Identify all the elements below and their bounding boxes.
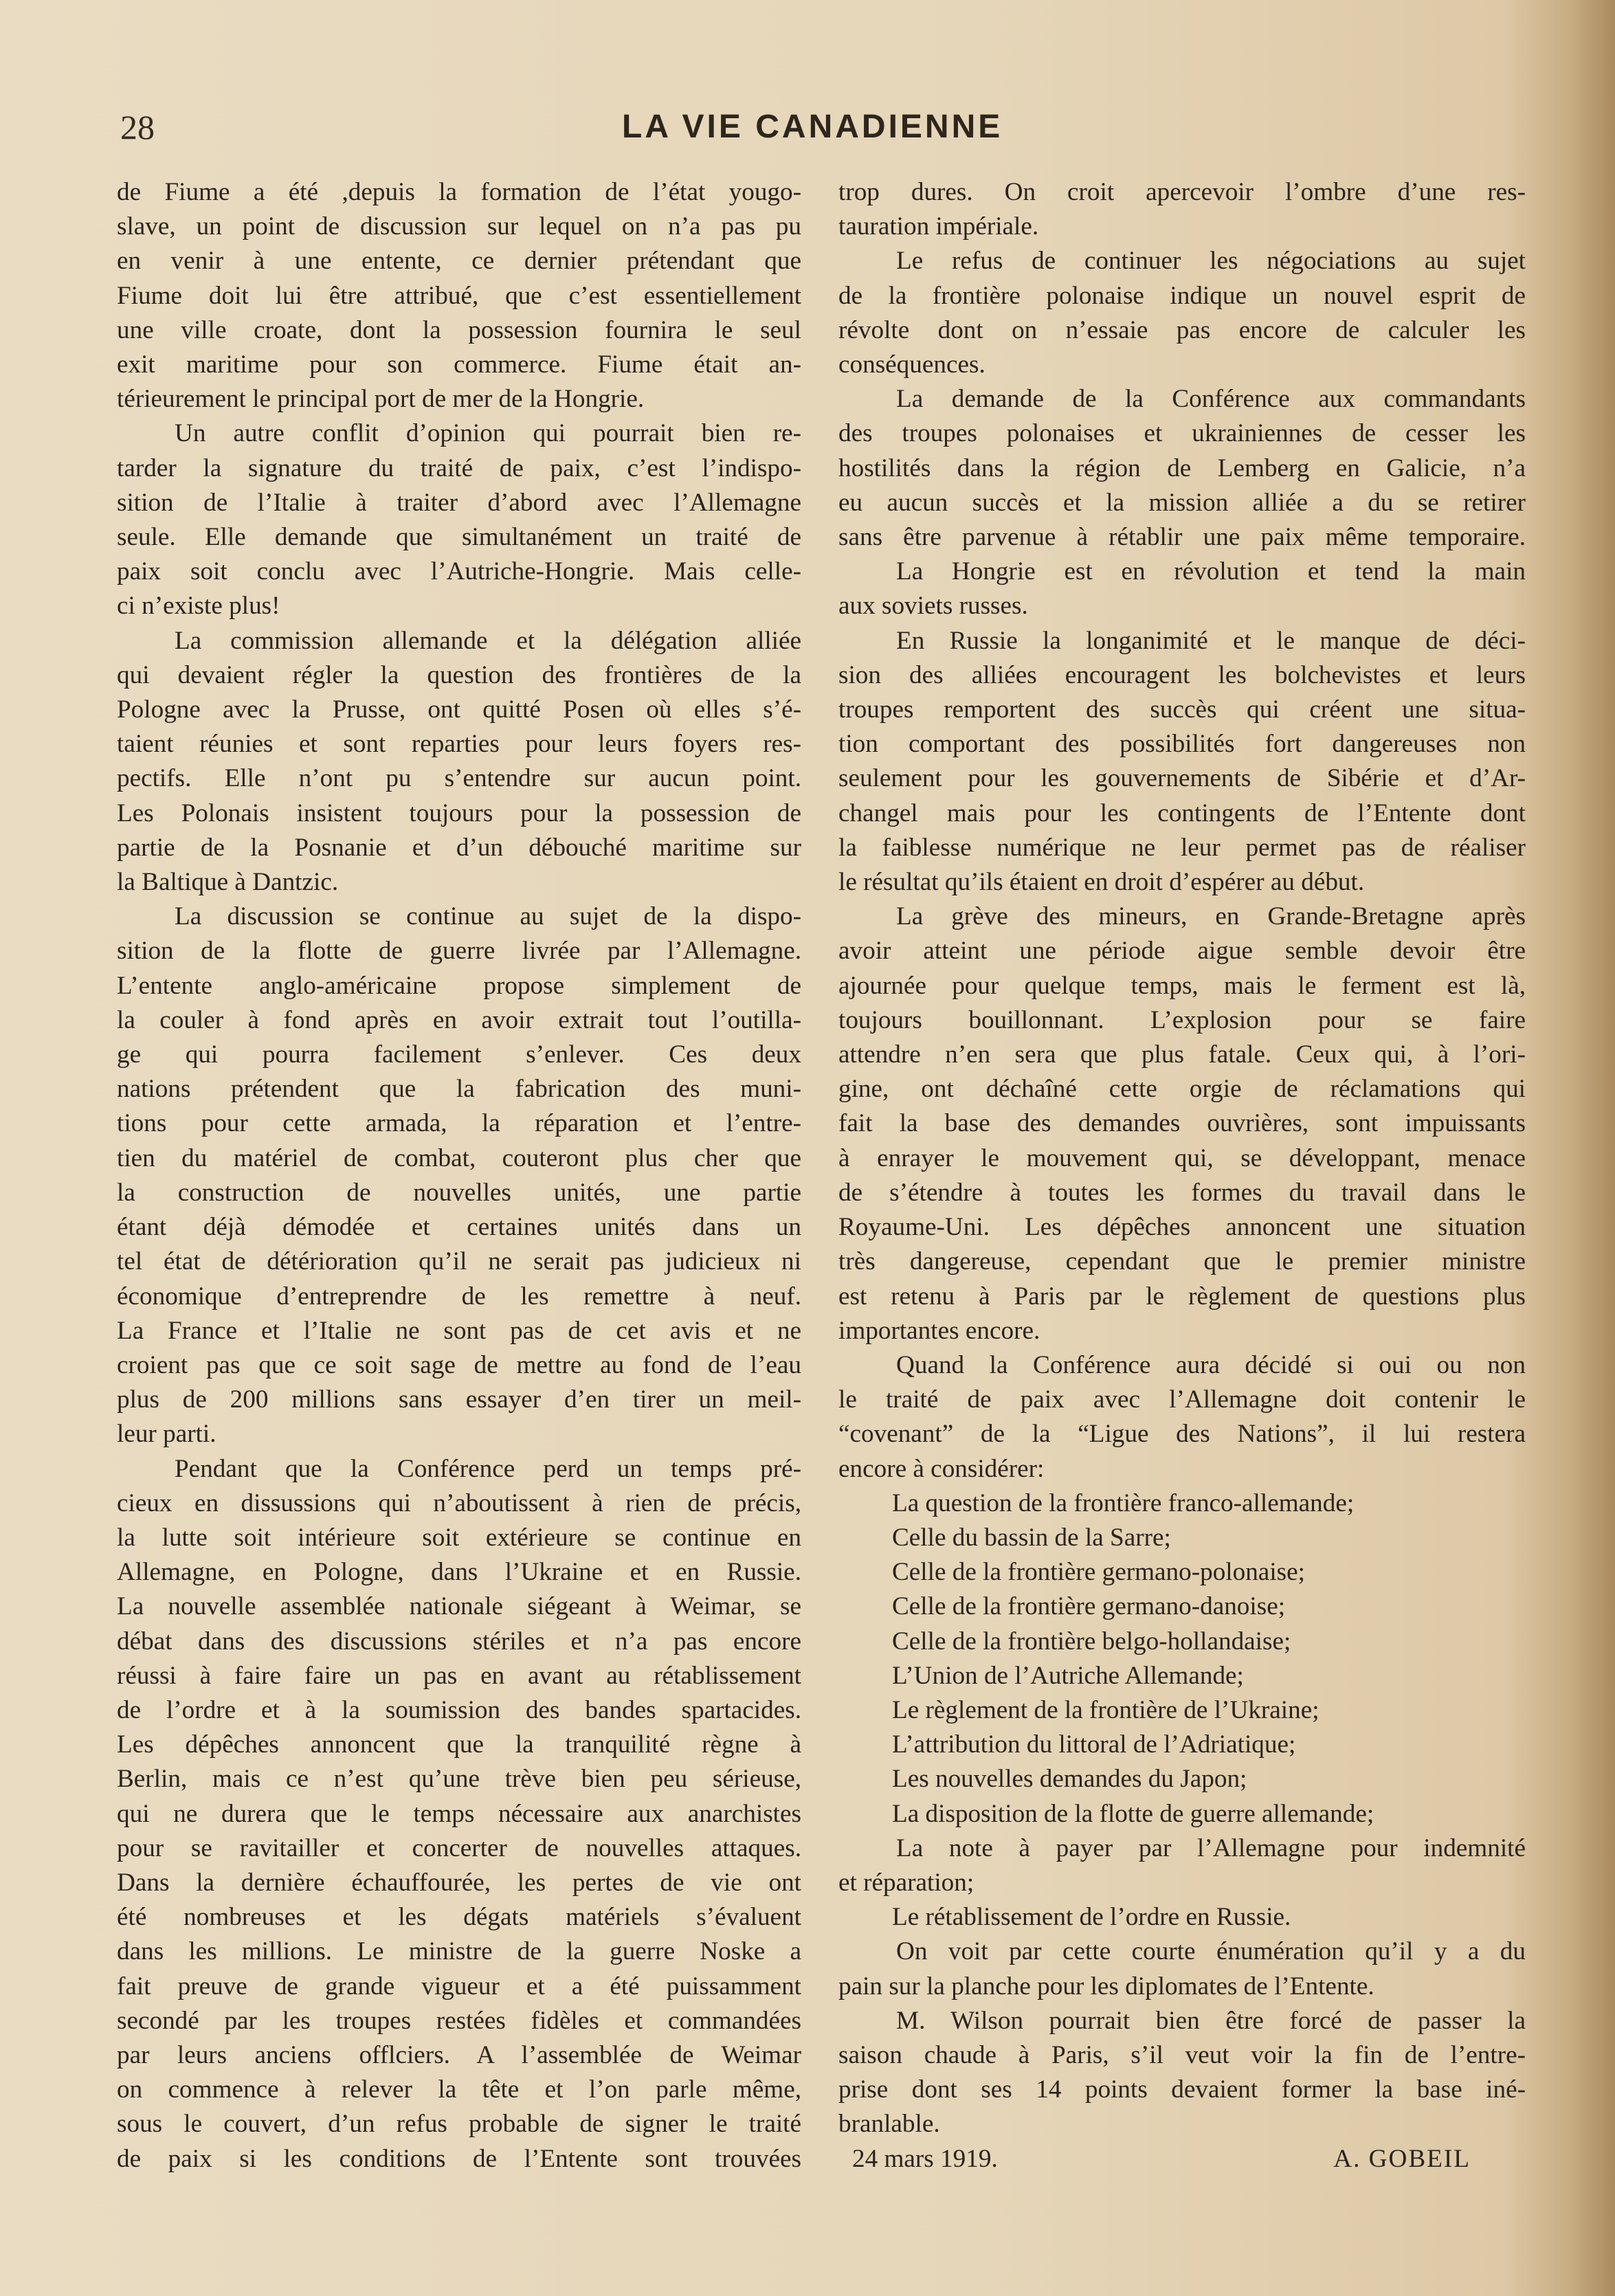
text-line: La discussion se continue au sujet de la dispo-: [175, 902, 801, 931]
text-line: Un autre conflit d’opinion qui pourrait bien re-: [175, 419, 801, 448]
text-line: pectifs. Elle n’ont pu s’entendre sur aucun point.: [117, 764, 801, 793]
text-line: seule. Elle demande que simultanément un traité de: [117, 523, 801, 552]
article-date: 24 mars 1919.: [852, 2144, 998, 2173]
text-line: La grève des mineurs, en Grande-Bretagne après: [896, 902, 1526, 931]
text-line: sition de l’Italie à traiter d’abord avec l’Allemagne: [117, 488, 801, 517]
text-line: fait la base des demandes ouvrières, sont impuissants: [838, 1109, 1526, 1138]
text-line: La note à payer par l’Allemagne pour indemnité: [896, 1834, 1526, 1862]
text-line: Les dépêches annoncent que la tranquilité règne à: [117, 1730, 801, 1759]
right-column-text: [838, 175, 1526, 2142]
text-line: M. Wilson pourrait bien être forcé de passer la: [896, 2006, 1526, 2035]
text-line: cieux en dissussions qui n’aboutissent à rien de précis,: [117, 1489, 801, 1517]
text-line: L’entente anglo-américaine propose simplement de: [117, 971, 801, 1000]
text-line: La commission allemande et la délégation alliée: [175, 626, 801, 655]
text-line: conséquences.: [838, 350, 985, 379]
text-line: leur parti.: [117, 1420, 216, 1449]
text-line: tarder la signature du traité de paix, c’est l’indispo-: [117, 454, 801, 482]
text-line: slave, un point de discussion sur lequel on n’a pas pu: [117, 212, 801, 241]
text-line: La disposition de la flotte de guerre allemande;: [892, 1799, 1374, 1828]
text-line: une ville croate, dont la possession fournira le seul: [117, 315, 801, 344]
text-line: croient pas que ce soit sage de mettre au fond de l’eau: [117, 1350, 801, 1379]
text-line: sition de la flotte de guerre livrée par l’Allemagne.: [117, 937, 801, 966]
text-line: Le rétablissement de l’ordre en Russie.: [892, 1903, 1291, 1932]
text-line: La Hongrie est en révolution et tend la main: [896, 557, 1526, 586]
text-line: plus de 200 millions sans essayer d’en tirer un meil-: [117, 1385, 801, 1414]
text-line: ajournée pour quelque temps, mais le ferment est là,: [838, 971, 1526, 1000]
text-line: La question de la frontière franco-allemande;: [892, 1489, 1355, 1517]
text-line: la lutte soit intérieure soit extérieure se continue en: [117, 1523, 801, 1552]
text-line: En Russie la longanimité et le manque de déci-: [896, 626, 1526, 655]
text-line: dans les millions. Le ministre de la guerre Noske a: [117, 1937, 801, 1966]
text-line: sous le couvert, d’un refus probable de signer le traité: [117, 2110, 801, 2139]
text-line: trop dures. On croit apercevoir l’ombre d’une res-: [838, 178, 1526, 206]
text-line: paix soit conclu avec l’Autriche-Hongrie. Mais celle-: [117, 557, 801, 586]
text-line: nations prétendent que la fabrication des muni-: [117, 1075, 801, 1104]
text-line: la faiblesse numérique ne leur permet pas de réaliser: [838, 833, 1526, 862]
text-line: seulement pour les gouvernements de Sibérie et d’Ar-: [838, 764, 1526, 793]
text-line: Celle de la frontière germano-polonaise;: [892, 1558, 1305, 1587]
journal-title: LA VIE CANADIENNE: [622, 109, 1003, 145]
text-line: de la frontière polonaise indique un nouvel esprit de: [838, 281, 1526, 310]
text-line: La France et l’Italie ne sont pas de cet avis et ne: [117, 1316, 801, 1345]
text-line: est retenu à Paris par le règlement de questions plus: [838, 1282, 1526, 1311]
text-line: partie de la Posnanie et d’un débouché maritime sur: [117, 833, 801, 862]
text-line: de l’ordre et à la soumission des bandes spartacides.: [117, 1695, 801, 1724]
text-line: encore à considérer:: [838, 1454, 1045, 1483]
text-line: hostilités dans la région de Lemberg en Galicie, n’a: [838, 454, 1526, 482]
text-line: L’attribution du littoral de l’Adriatique;: [892, 1730, 1296, 1759]
text-line: la Baltique à Dantzic.: [117, 868, 339, 897]
text-line: ge qui pourra facilement s’enlever. Ces deux: [117, 1040, 801, 1069]
text-line: secondé par les troupes restées fidèles et commandées: [117, 2006, 801, 2035]
page-number: 28: [120, 108, 155, 146]
text-line: de paix si les conditions de l’Entente sont trouvées: [117, 2144, 801, 2173]
text-line: qui ne durera que le temps nécessaire aux anarchistes: [117, 1799, 801, 1828]
text-line: Fiume doit lui être attribué, que c’est essentiellement: [117, 281, 801, 310]
text-line: eu aucun succès et la mission alliée a du se retirer: [838, 488, 1526, 517]
left-column: [117, 175, 801, 2176]
text-line: fait preuve de grande vigueur et a été puissamment: [117, 1972, 801, 2000]
text-line: tions pour cette armada, la réparation et l’entre-: [117, 1109, 801, 1138]
text-line: très dangereuse, cependant que le premier ministre: [838, 1247, 1526, 1276]
text-line: été nombreuses et les dégats matériels s’évaluent: [117, 1903, 801, 1932]
text-line: Pendant que la Conférence perd un temps pré-: [175, 1454, 801, 1483]
text-line: toujours bouillonnant. L’explosion pour se faire: [838, 1005, 1526, 1034]
text-line: branlable.: [838, 2110, 940, 2139]
text-line: le traité de paix avec l’Allemagne doit contenir le: [838, 1385, 1526, 1414]
text-line: Celle du bassin de la Sarre;: [892, 1523, 1171, 1552]
text-line: prise dont ses 14 points devaient former la base iné-: [838, 2075, 1526, 2104]
text-line: Les nouvelles demandes du Japon;: [892, 1765, 1247, 1794]
text-line: on commence à relever la tête et l’on parle même,: [117, 2075, 801, 2104]
author-name: A. GOBEIL: [1333, 2144, 1471, 2173]
text-line: le résultat qu’ils étaient en droit d’espérer au début.: [838, 868, 1365, 897]
signature-line: [838, 2142, 1526, 2176]
text-line: sans être parvenue à rétablir une paix même temporaire.: [838, 523, 1526, 552]
text-line: à enrayer le mouvement qui, se développant, menace: [838, 1144, 1526, 1172]
text-line: en venir à une entente, ce dernier prétendant que: [117, 247, 801, 276]
text-line: troupes remportent des succès qui créent une situa-: [838, 695, 1526, 724]
text-line: sion des alliées encouragent les bolchevistes et leurs: [838, 660, 1526, 689]
text-line: L’Union de l’Autriche Allemande;: [892, 1661, 1244, 1690]
text-line: taient réunies et sont reparties pour leurs foyers res-: [117, 730, 801, 759]
text-line: de Fiume a été ,depuis la formation de l’état yougo-: [117, 178, 801, 206]
text-line: étant déjà démodée et certaines unités dans un: [117, 1213, 801, 1242]
page-header: [0, 103, 1615, 151]
text-line: exit maritime pour son commerce. Fiume était an-: [117, 350, 801, 379]
text-line: tel état de détérioration qu’il ne serait pas judicieux ni: [117, 1247, 801, 1276]
text-line: qui devaient régler la question des frontières de la: [117, 660, 801, 689]
text-line: importantes encore.: [838, 1316, 1040, 1345]
text-line: Pologne avec la Prusse, ont quitté Posen où elles s’é-: [117, 695, 801, 724]
text-line: Celle de la frontière belgo-hollandaise;: [892, 1627, 1291, 1656]
text-line: changel mais pour les contingents de l’Entente dont: [838, 799, 1526, 827]
text-line: révolte dont on n’essaie pas encore de calculer les: [838, 315, 1526, 344]
text-line: débat dans des discussions stériles et n’a pas encore: [117, 1627, 801, 1656]
right-column: [838, 175, 1526, 2176]
text-line: tien du matériel de combat, couteront plus cher que: [117, 1144, 801, 1172]
text-line: tion comportant des possibilités fort dangereuses non: [838, 730, 1526, 759]
text-line: attendre n’en sera que plus fatale. Ceux qui, à l’ori-: [838, 1040, 1526, 1069]
text-line: Celle de la frontière germano-danoise;: [892, 1592, 1286, 1621]
text-line: économique d’entreprendre de les remettre à neuf.: [117, 1282, 801, 1311]
text-line: On voit par cette courte énumération qu’il y a du: [896, 1937, 1526, 1966]
text-line: par leurs anciens offlciers. A l’assemblée de Weimar: [117, 2040, 801, 2069]
text-line: tauration impériale.: [838, 212, 1039, 241]
text-line: Allemagne, en Pologne, dans l’Ukraine et en Russie.: [117, 1558, 801, 1587]
text-line: gine, ont déchaîné cette orgie de réclamations qui: [838, 1075, 1526, 1104]
text-line: pain sur la planche pour les diplomates de l’Entente.: [838, 1972, 1374, 2000]
text-line: Dans la dernière échauffourée, les pertes de vie ont: [117, 1868, 801, 1897]
text-line: Royaume-Uni. Les dépêches annoncent une situation: [838, 1213, 1526, 1242]
text-line: aux soviets russes.: [838, 592, 1028, 621]
text-line: Quand la Conférence aura décidé si oui ou non: [896, 1350, 1526, 1379]
text-line: Berlin, mais ce n’est qu’une trève bien peu sérieuse,: [117, 1765, 801, 1794]
text-line: saison chaude à Paris, s’il veut voir la fin de l’entre-: [838, 2040, 1526, 2069]
text-line: des troupes polonaises et ukrainiennes de cesser les: [838, 419, 1526, 448]
text-line: de s’étendre à toutes les formes du travail dans le: [838, 1178, 1526, 1207]
text-line: Les Polonais insistent toujours pour la possession de: [117, 799, 801, 827]
text-line: la construction de nouvelles unités, une partie: [117, 1178, 801, 1207]
text-line: réussi à faire faire un pas en avant au rétablissement: [117, 1661, 801, 1690]
text-line: avoir atteint une période aigue semble devoir être: [838, 937, 1526, 966]
text-line: Le refus de continuer les négociations au sujet: [896, 247, 1526, 276]
text-line: La nouvelle assemblée nationale siégeant à Weimar, se: [117, 1592, 801, 1621]
text-line: térieurement le principal port de mer de la Hongrie.: [117, 385, 645, 414]
text-line: Le règlement de la frontière de l’Ukraine;: [892, 1695, 1319, 1724]
text-line: et réparation;: [838, 1868, 974, 1897]
text-line: la couler à fond après en avoir extrait tout l’outilla-: [117, 1005, 801, 1034]
text-line: La demande de la Conférence aux commandants: [896, 385, 1526, 414]
text-line: pour se ravitailler et concerter de nouvelles attaques.: [117, 1834, 801, 1862]
text-line: ci n’existe plus!: [117, 592, 280, 621]
text-line: “covenant” de la “Ligue des Nations”, il lui restera: [838, 1420, 1526, 1449]
